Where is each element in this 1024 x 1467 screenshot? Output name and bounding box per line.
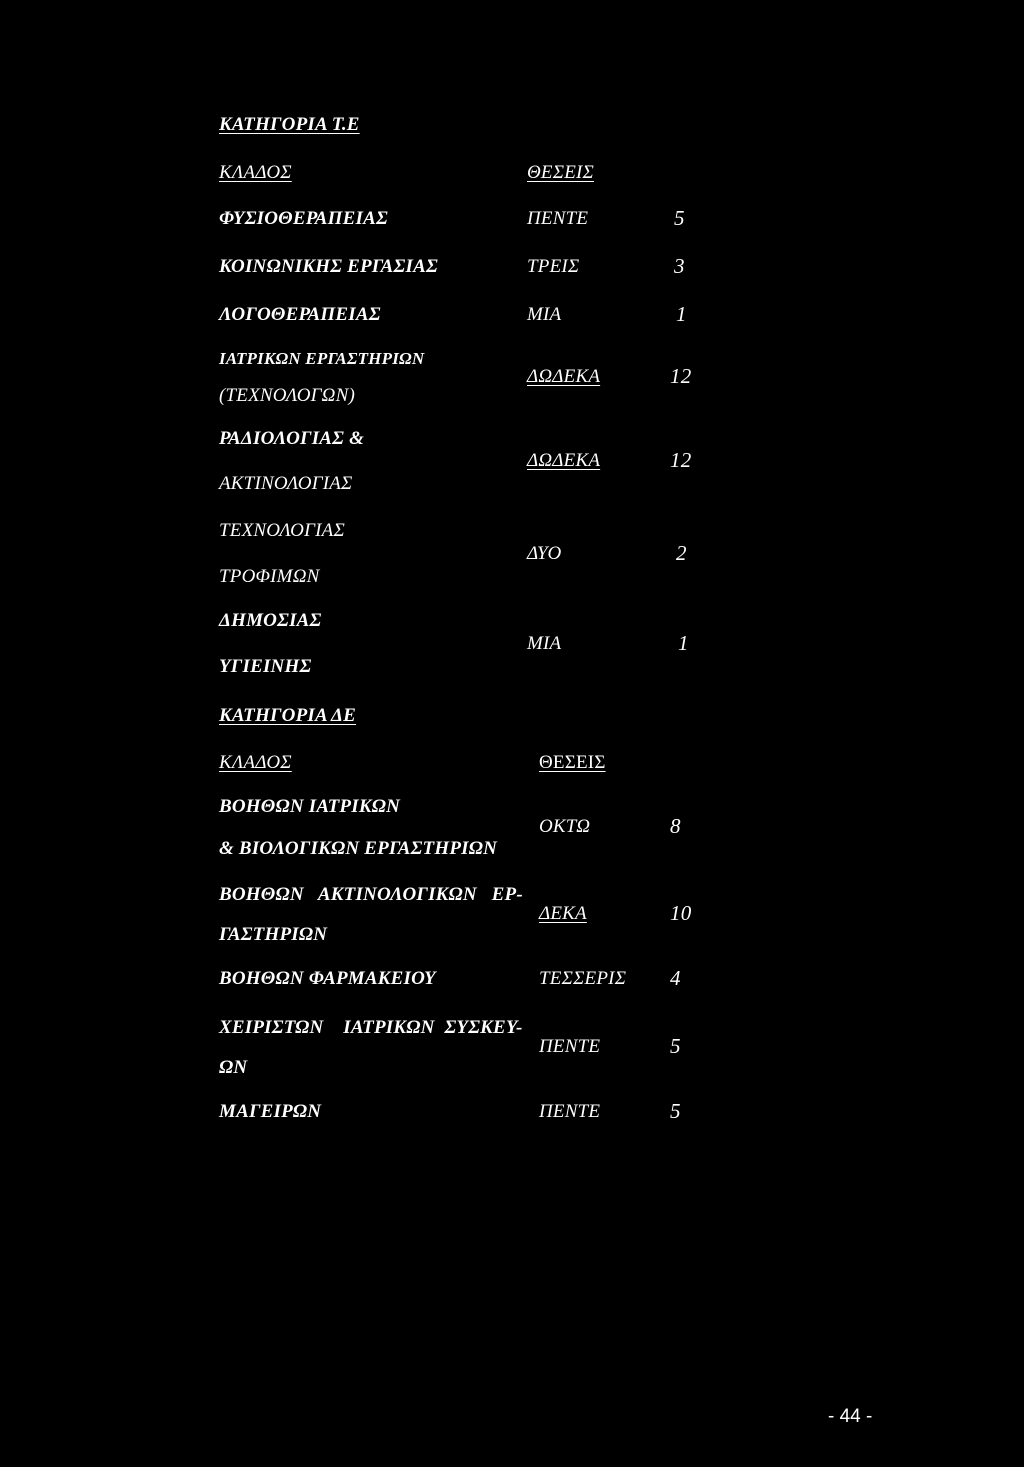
de-row-positions-num: 5 (670, 1034, 681, 1058)
te-row-branch: ΔΗΜΟΣΙΑΣ (219, 610, 322, 631)
te-row-branch-line2: ΥΓΙΕΙΝΗΣ (219, 656, 312, 677)
te-row-positions-word: ΤΡΕΙΣ (527, 256, 580, 277)
de-row-branch-line2: ΓΑΣΤΗΡΙΩΝ (219, 924, 328, 945)
te-row-positions-num: 1 (678, 631, 689, 655)
section-te-title: ΚΑΤΗΓΟΡΙΑ Τ.Ε (219, 114, 360, 135)
de-row-branch: ΧΕΙΡΙΣΤΩΝ ΙΑΤΡΙΚΩΝ ΣΥΣΚΕΥ- (219, 1017, 523, 1038)
de-row-branch: ΒΟΗΘΩΝ ΙΑΤΡΙΚΩΝ (219, 796, 401, 817)
de-row-positions-num: 10 (670, 901, 692, 925)
te-row-branch-line2: (ΤΕΧΝΟΛΟΓΩΝ) (219, 385, 355, 406)
de-header-branch: ΚΛΑΔΟΣ (219, 752, 292, 773)
page-number: - 44 - (828, 1406, 873, 1427)
te-row-branch: ΚΟΙΝΩΝΙΚΗΣ ΕΡΓΑΣΙΑΣ (219, 256, 438, 277)
de-row-positions-num: 4 (670, 966, 681, 990)
te-row-positions-num: 12 (670, 448, 692, 472)
de-row-branch-line2: & ΒΙΟΛΟΓΙΚΩΝ ΕΡΓΑΣΤΗΡΙΩΝ (219, 838, 498, 859)
de-row-positions-num: 5 (670, 1099, 681, 1123)
te-row-positions-word: ΔΩΔΕΚΑ (527, 450, 601, 471)
te-header-positions: ΘΕΣΕΙΣ (527, 162, 595, 183)
de-row-branch: ΒΟΗΘΩΝ ΑΚΤΙΝΟΛΟΓΙΚΩΝ ΕΡ- (219, 884, 523, 905)
te-row-positions-num: 5 (674, 206, 685, 230)
te-row-positions-word: ΠΕΝΤΕ (527, 208, 589, 229)
de-row-positions-word: ΟΚΤΩ (539, 816, 591, 837)
te-row-branch: ΤΕΧΝΟΛΟΓΙΑΣ (219, 520, 345, 541)
te-row-positions-word: ΜΙΑ (527, 304, 562, 325)
section-de-title: ΚΑΤΗΓΟΡΙΑ ΔΕ (219, 705, 357, 726)
de-row-positions-num: 8 (670, 814, 681, 838)
te-row-positions-word: ΔΩΔΕΚΑ (527, 366, 601, 387)
de-row-branch: ΜΑΓΕΙΡΩΝ (219, 1101, 322, 1122)
te-row-branch-line2: ΑΚΤΙΝΟΛΟΓΙΑΣ (219, 473, 353, 494)
de-row-positions-word: ΔΕΚΑ (539, 903, 587, 924)
te-header-branch: ΚΛΑΔΟΣ (219, 162, 292, 183)
de-header-positions: ΘΕΣΕΙΣ (539, 752, 606, 773)
te-row-positions-num: 2 (676, 541, 687, 565)
te-row-positions-num: 12 (670, 364, 692, 388)
de-row-branch: ΒΟΗΘΩΝ ΦΑΡΜΑΚΕΙΟΥ (219, 968, 436, 989)
te-row-positions-word: ΔΥΟ (527, 543, 562, 564)
te-row-branch: ΦΥΣΙΟΘΕΡΑΠΕΙΑΣ (219, 208, 388, 229)
te-row-positions-num: 3 (674, 254, 685, 278)
de-row-branch-line2: ΩΝ (219, 1057, 248, 1078)
de-row-positions-word: ΠΕΝΤΕ (539, 1036, 601, 1057)
te-row-positions-num: 1 (676, 302, 687, 326)
te-row-branch: ΙΑΤΡΙΚΩΝ ΕΡΓΑΣΤΗΡΙΩΝ (219, 349, 425, 368)
de-row-positions-word: ΠΕΝΤΕ (539, 1101, 601, 1122)
te-row-positions-word: ΜΙΑ (527, 633, 562, 654)
de-row-positions-word: ΤΕΣΣΕΡΙΣ (539, 968, 627, 989)
te-row-branch: ΛΟΓΟΘΕΡΑΠΕΙΑΣ (219, 304, 381, 325)
te-row-branch: ΡΑΔΙΟΛΟΓΙΑΣ & (219, 428, 365, 449)
te-row-branch-line2: ΤΡΟΦΙΜΩΝ (219, 566, 320, 587)
